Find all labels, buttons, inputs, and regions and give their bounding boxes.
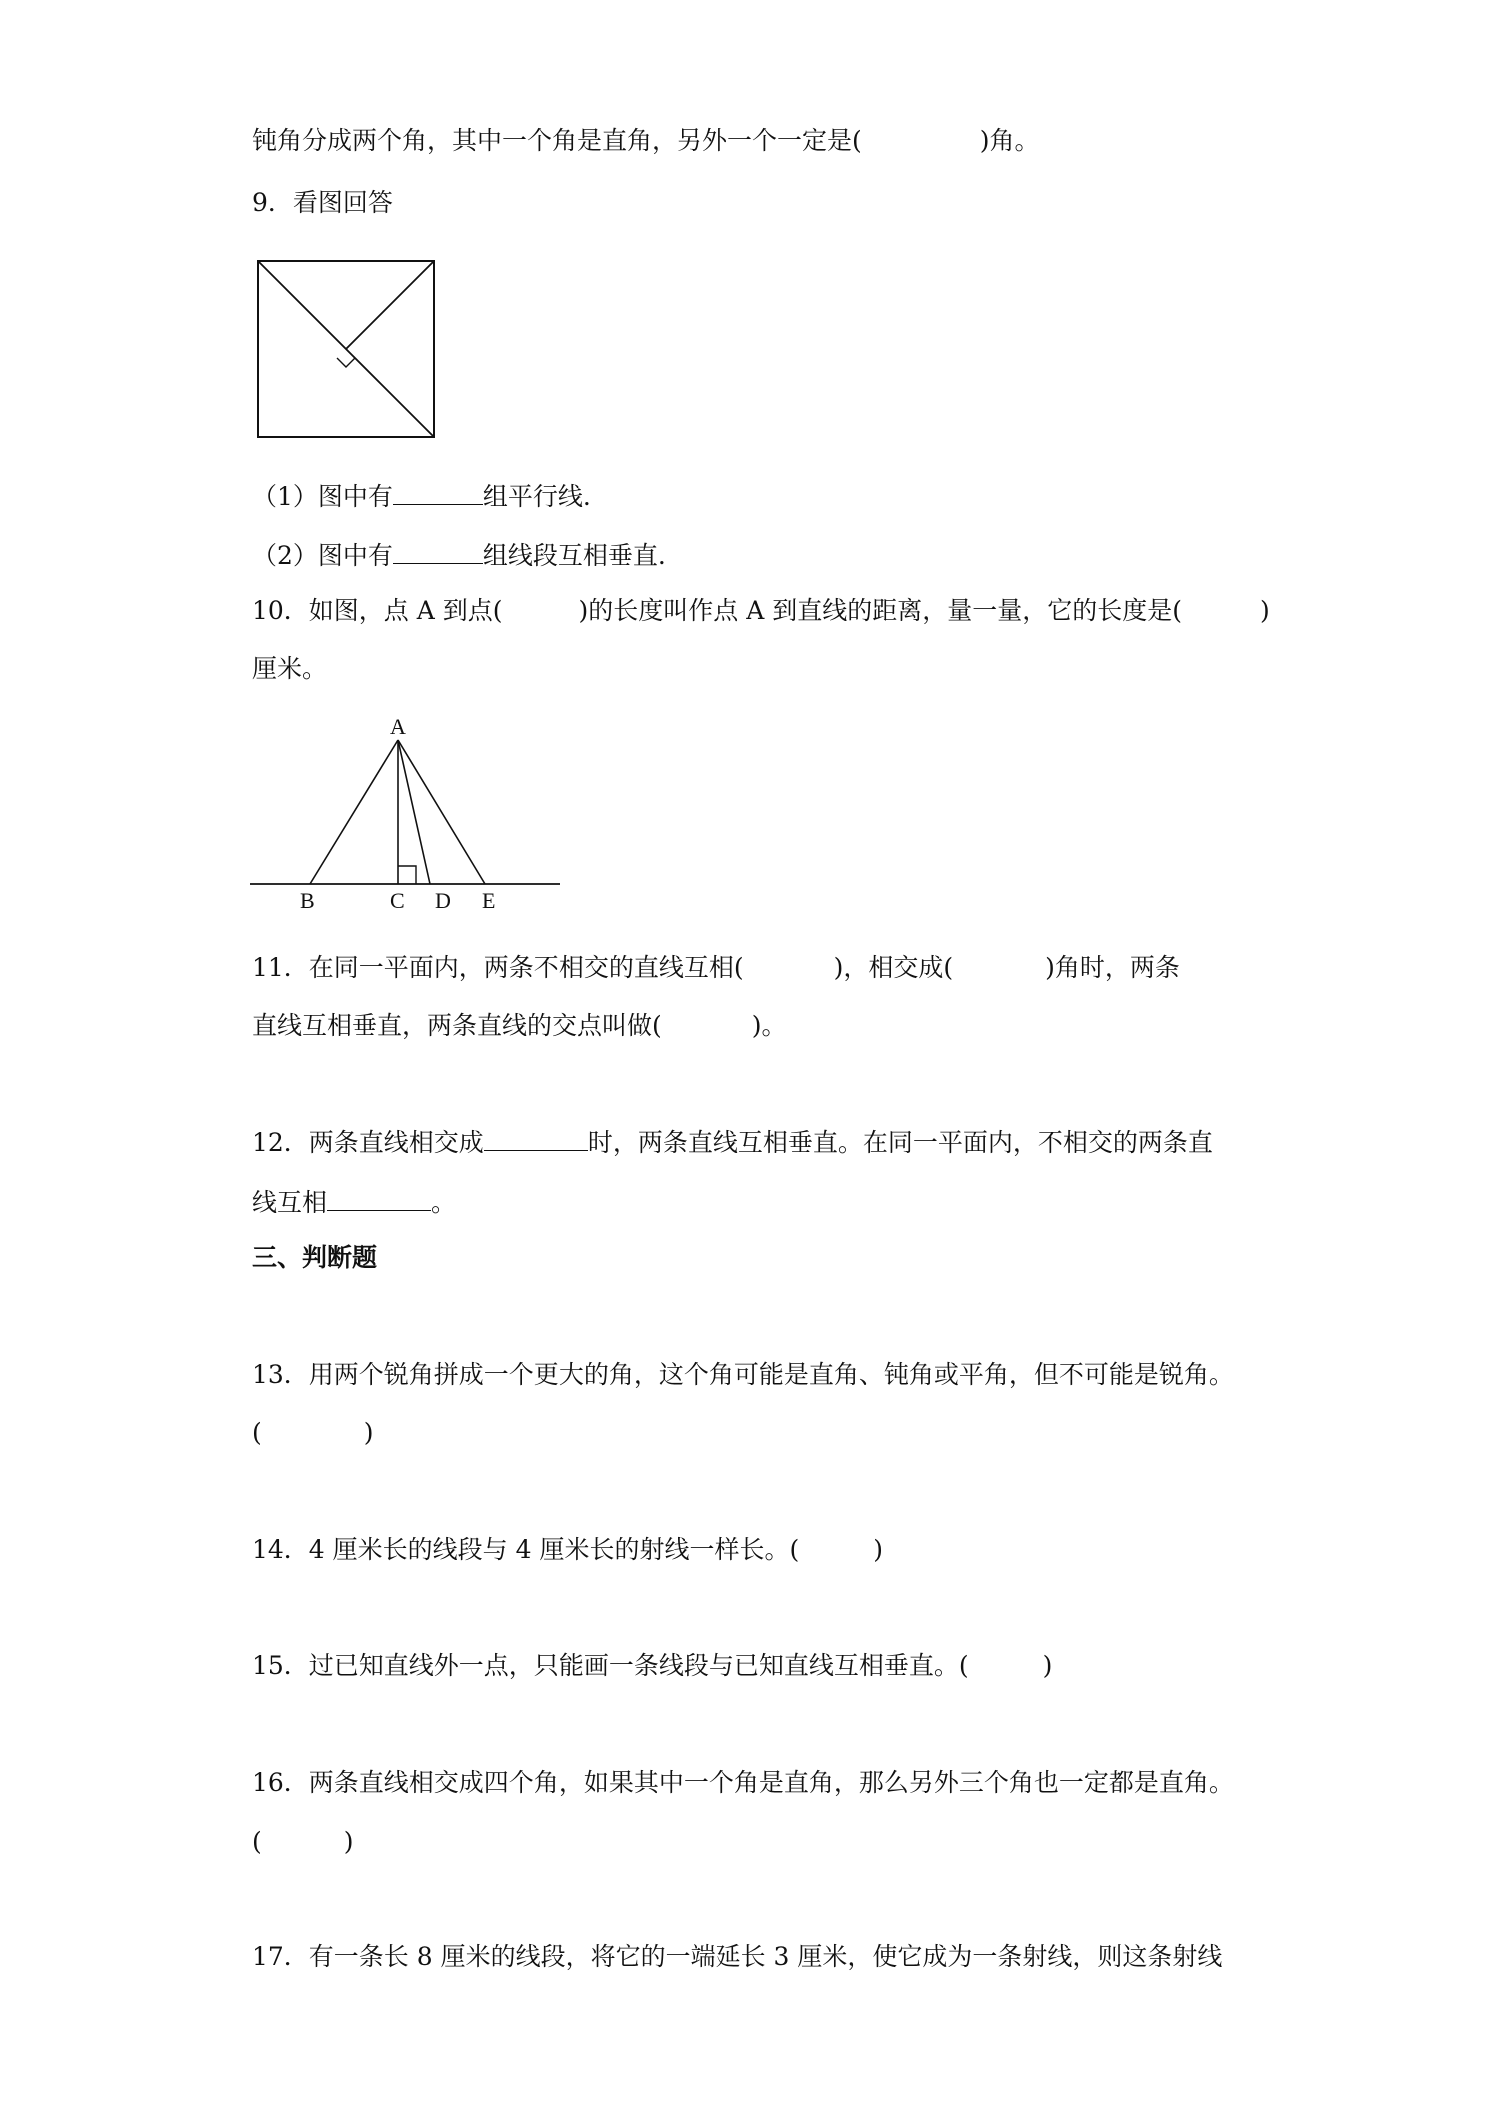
- right-angle-mark: [398, 866, 416, 884]
- question-11-line1: [252, 955, 1180, 980]
- q12-text2-end: 。: [431, 1188, 457, 1217]
- paren-close: ): [343, 1827, 354, 1856]
- question-15: [252, 1653, 1052, 1678]
- q11-text-mid: )，相交成(: [833, 953, 954, 982]
- paren-close: ): [873, 1535, 883, 1564]
- question-10-line1: [252, 598, 1270, 623]
- question-16-line1: 16．两条直线相交成四个角，如果其中一个角是直角，那么另外三个角也一定都是直角。: [252, 1768, 1234, 1797]
- q8-text-end: )角。: [979, 126, 1040, 155]
- point-label-c: C: [390, 888, 405, 908]
- q12-text2: 线互相: [252, 1188, 328, 1217]
- square-diagonal-figure: [255, 258, 437, 440]
- q14-text: 14．4 厘米长的线段与 4 厘米长的射线一样长。(: [252, 1535, 800, 1564]
- question-10-line2: 厘米。: [252, 654, 328, 683]
- paren-open: (: [252, 1827, 262, 1856]
- q9-1-text: （1）图中有: [252, 482, 393, 511]
- q11-text: 11．在同一平面内，两条不相交的直线互相(: [252, 953, 744, 982]
- right-angle-mark: [337, 358, 355, 367]
- q9-1-text-end: 组平行线.: [482, 482, 591, 511]
- q10-text-mid: )的长度叫作点 A 到直线的距离，量一量，它的长度是(: [578, 596, 1182, 625]
- question-16-line2: [252, 1829, 354, 1854]
- q10-text-end: ): [1259, 596, 1270, 625]
- question-17-line1: 17．有一条长 8 厘米的线段，将它的一端延长 3 厘米，使它成为一条射线，则这条射线: [252, 1942, 1223, 1971]
- question-11-line2: [252, 1013, 787, 1038]
- point-label-d: D: [435, 888, 451, 908]
- q9-2-text-end: 组线段互相垂直.: [482, 541, 666, 570]
- question-9-title: 9．看图回答: [252, 188, 393, 217]
- answer-underline: [484, 1128, 588, 1151]
- question-13-line2: [252, 1420, 374, 1445]
- q11-text-end: )角时，两条: [1045, 953, 1180, 982]
- q12-text-mid: 时，两条直线互相垂直。在同一平面内，不相交的两条直: [587, 1128, 1213, 1157]
- answer-underline: [393, 482, 483, 505]
- q9-2-text: （2）图中有: [252, 541, 393, 570]
- question-8-line: [252, 128, 1040, 153]
- paren-close: ): [363, 1418, 374, 1447]
- point-line-distance-figure: [250, 708, 570, 908]
- question-12-line1: [252, 1128, 1213, 1155]
- q11-text2: 直线互相垂直，两条直线的交点叫做(: [252, 1011, 662, 1040]
- answer-underline: [327, 1188, 431, 1211]
- q15-text: 15．过已知直线外一点，只能画一条线段与已知直线互相垂直。(: [252, 1651, 969, 1680]
- paren-open: (: [252, 1418, 262, 1447]
- point-label-b: B: [300, 888, 315, 908]
- q11-text2-end: )。: [751, 1011, 787, 1040]
- q12-text: 12．两条直线相交成: [252, 1128, 484, 1157]
- question-14: [252, 1537, 883, 1562]
- answer-underline: [393, 541, 483, 564]
- question-13-line1: 13．用两个锐角拼成一个更大的角，这个角可能是直角、钝角或平角，但不可能是锐角。: [252, 1360, 1234, 1389]
- q10-text: 10．如图，点 A 到点(: [252, 596, 503, 625]
- question-9-1: [252, 482, 591, 509]
- question-9-2: [252, 541, 666, 568]
- q8-text: 钝角分成两个角，其中一个角是直角，另外一个一定是(: [252, 126, 862, 155]
- paren-close: ): [1042, 1651, 1053, 1680]
- question-12-line2: [252, 1188, 456, 1215]
- section-heading: 三、判断题: [252, 1243, 378, 1272]
- point-label-a: A: [390, 714, 406, 739]
- point-label-e: E: [482, 888, 496, 908]
